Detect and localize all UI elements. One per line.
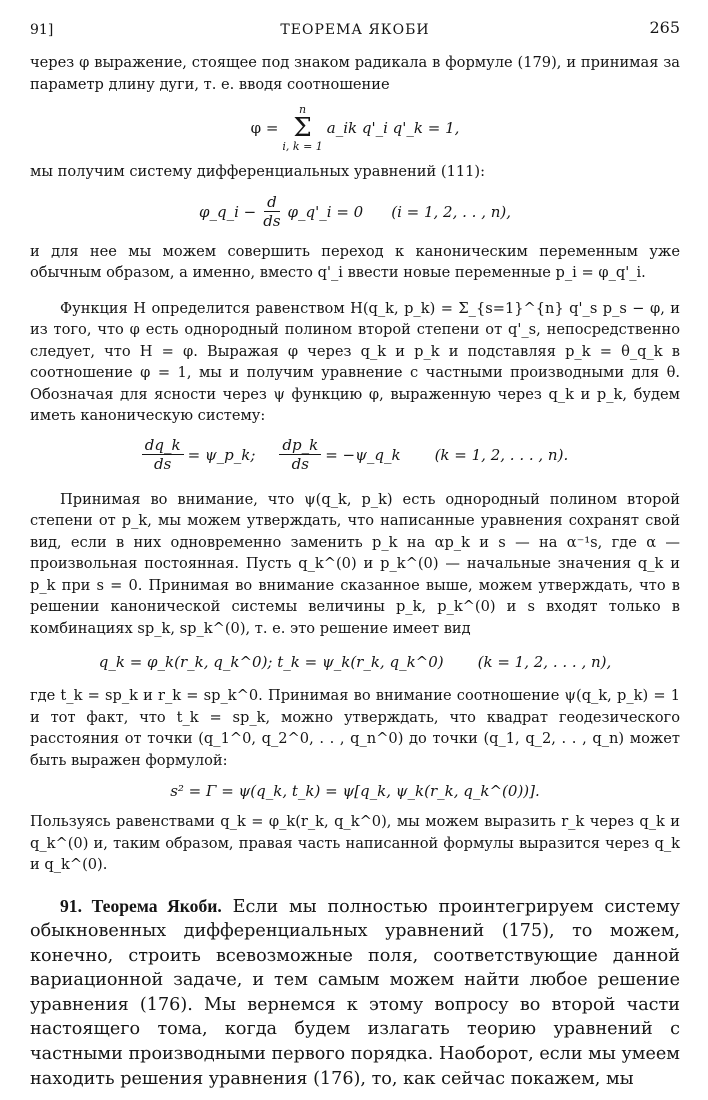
- section-text: Если мы полностью проинтегрируем систему обыкновенных дифференциальных уравнений (175), то можем, конечно, строить всевозможные поля, соответствующие данной вариационной задаче, и тем самым можем найти любое решение уравнения (176). Мы вернемся к этому вопросу во второй части настоящего тома, когда будем излагать теорию уравнений с частными производными первого порядка. Наоборот, если мы умеем находить решения уравнения (176), то, как сейчас покажем, мы: [30, 896, 680, 1089]
- paragraph-1: через φ выражение, стоящее под знаком радикала в формуле (179), и принимая за параметр длину дуги, т. е. вводя соотношение: [30, 54, 680, 93]
- derivative-fraction: [260, 193, 283, 230]
- eq3-mid1: = ψ_p_k;: [187, 445, 256, 464]
- equation-1: [30, 95, 680, 161]
- eq2-left: φ_q_i −: [198, 202, 257, 221]
- eq4-condition: (k = 1, 2, . . . , n),: [477, 653, 612, 671]
- dq-denominator: ds: [154, 455, 172, 473]
- paragraph-2: мы получим систему дифференциальных уравнений (111):: [30, 163, 486, 180]
- equation-4: [30, 639, 680, 685]
- section-title: 91. Теорема Якоби.: [60, 895, 222, 916]
- eq1-lhs: φ =: [250, 119, 279, 137]
- eq1-body: a_ik q'_i q'_k = 1,: [326, 119, 460, 137]
- section-91: [30, 894, 680, 1092]
- eq4-expression: q_k = φ_k(r_k, q_k^0); t_k = ψ_k(r_k, q_k^0): [98, 653, 444, 671]
- equation-2: [30, 183, 680, 241]
- eq2-condition: (i = 1, 2, . . , n),: [391, 202, 512, 221]
- dq-numerator: dq_k: [142, 436, 184, 455]
- paragraph-6: где t_k = sp_k и r_k = sp_k^0. Принимая во внимание соотношение ψ(q_k, p_k) = 1 и тот факт, что t_k = sp_k, можно утверждать, что квадрат геодезического расстояния от точки (q_1^0, q_2^0, . . , q_n^0) до точки (q_1, q_2, . . , q_n) может быть выражен формулой:: [30, 687, 680, 769]
- eq3-mid2: = −ψ_q_k: [325, 445, 401, 464]
- dp-numerator: dp_k: [279, 436, 321, 455]
- equation-3: [30, 427, 680, 483]
- section-number: 91]: [30, 22, 54, 38]
- page: [30, 16, 680, 1091]
- eq2-right: φ_q'_i = 0: [287, 202, 364, 221]
- sum-upper: n: [299, 103, 307, 116]
- dp-denominator: ds: [291, 455, 309, 473]
- eq5-expression: s² = Γ = ψ(q_k, t_k) = ψ[q_k, ψ_k(r_k, q_k^(0))].: [170, 782, 540, 800]
- running-title: ТЕОРЕМА ЯКОБИ: [280, 22, 430, 38]
- running-header: [30, 16, 680, 42]
- paragraph-7: Пользуясь равенствами q_k = φ_k(r_k, q_k^0), мы можем выразить r_k через q_k и q_k^(0) и, таким образом, правая часть написанной формулы выразится через q_k и q_k^(0).: [30, 813, 680, 873]
- sum-operator: n Σ i, k = 1: [282, 103, 323, 153]
- dq-fraction: [142, 436, 184, 473]
- frac-denominator: ds: [263, 212, 281, 230]
- page-number: 265: [649, 18, 680, 37]
- frac-numerator: d: [264, 193, 280, 212]
- paragraph-3: и для нее мы можем совершить переход к каноническим переменным уже обычным образом, а именно, вместо q'_i ввести новые переменные p_i = φ_q'_i.: [30, 242, 680, 281]
- paragraph-4: Функция H определится равенством H(q_k, p_k) = Σ_{s=1}^{n} q'_s p_s − φ, и из того, что φ есть однородный полином второй степени от q'_s, непосредственно следует, что H = φ. Выражая φ через q_k и p_k и подставляя p_k = θ_q_k в соотношение φ = 1, мы и получим уравнение с частными производными для θ. Обозначая для ясности через ψ функцию φ, выраженную через q_k и p_k, будем иметь каноническую систему:: [30, 299, 680, 424]
- paragraph-5: Принимая во внимание, что ψ(q_k, p_k) есть однородный полином второй степени от p_k, мы можем утверждать, что написанные уравнения сохранят свой вид, если в них одновременно заменить p_k на αp_k и s — на α⁻¹s, где α — произвольная постоянная. Пусть q_k^(0) и p_k^(0) — начальные значения q_k и p_k при s = 0. Принимая во внимание сказанное выше, можем утверждать, что в решении канонической системы величины p_k, p_k^(0) и s входят только в комбинациях sp_k, sp_k^(0), т. е. это решение имеет вид: [30, 490, 680, 637]
- dp-fraction: [279, 436, 321, 473]
- equation-5: [30, 771, 680, 811]
- sum-lower: i, k = 1: [282, 140, 323, 153]
- eq3-condition: (k = 1, 2, . . . , n).: [434, 445, 569, 464]
